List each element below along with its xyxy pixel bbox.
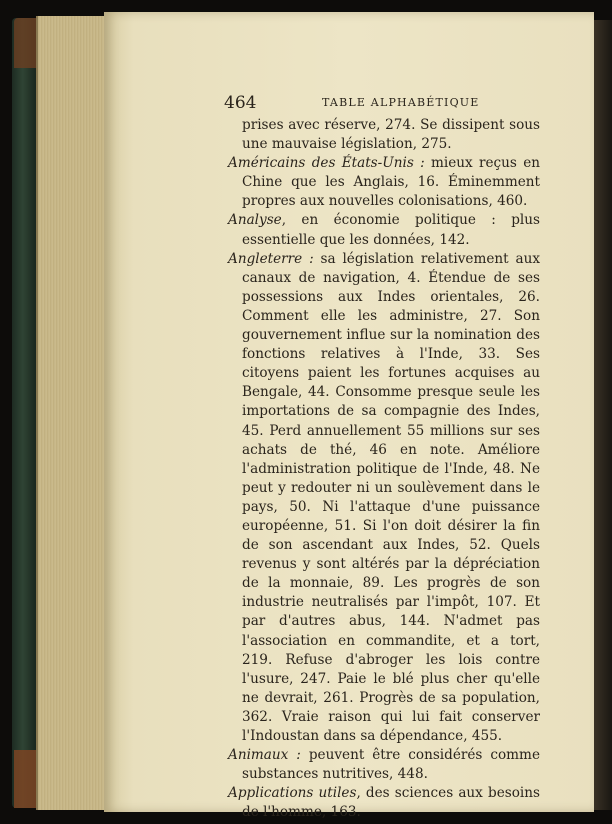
page-edges	[36, 16, 108, 810]
entry-term: Américains des États-Unis :	[228, 155, 425, 172]
index-text	[228, 116, 540, 822]
entry-text: , en économie politique : plus essentielle que les données, 142.	[242, 212, 540, 248]
index-entry	[228, 746, 540, 784]
book-spine	[12, 18, 36, 808]
index-entry	[228, 116, 540, 154]
index-entry	[228, 250, 540, 746]
entry-term: Applications utiles	[228, 785, 357, 802]
spine-wear-bottom	[14, 750, 38, 808]
entry-text: , des sciences aux besoins de l'homme, 163.	[242, 785, 540, 821]
entry-text: mieux reçus en Chine que les Anglais, 16. Éminemment propres aux nouvelles colonisations, 460.	[242, 155, 541, 210]
entry-text: prises avec réserve, 274. Se dissipent sous une mauvaise législation, 275.	[242, 117, 540, 153]
entry-text: peuvent être considérés comme substances nutritives, 448.	[242, 747, 540, 783]
index-entry	[228, 154, 540, 211]
running-title: TABLE ALPHABÉTIQUE	[322, 96, 480, 109]
entry-term: Animaux :	[228, 747, 301, 764]
index-entry	[228, 211, 540, 249]
page-header	[124, 93, 554, 113]
page-number: 464	[224, 93, 257, 113]
spine-wear-top	[14, 18, 38, 68]
index-entry	[228, 784, 540, 822]
entry-term: Analyse	[228, 212, 282, 229]
entry-text: sa législation relativement aux canaux de navigation, 4. Étendue de ses possessions aux Indes orientales, 26. Comment elle les administre, 27. Son gouvernement influe sur la nomination des fonctions relatives à l'Inde, 33. Ses citoyens paient les fortunes acquises au Bengale, 44. Consomme presque seule les importations de sa compagnie des Indes, 45. Perd annuellement 55 millions sur ses achats de thé, 46 en note. Améliore l'administration politique de l'Inde, 48. Ne peut y redouter ni un soulèvement dans le pays, 50. Ni l'attaque d'une puissance européenne, 51. Si l'on doit désirer la fin de son ascendant aux Indes, 52. Quels revenus y sont altérés par la dépréciation de la monnaie, 89. Les progrès de son industrie neutralisés par l'impôt, 107. Et par d'autres abus, 144. N'admet pas l'association en commandite, et a tort, 219. Refuse d'abroger les lois contre l'usure, 247. Paie le blé plus cher qu'elle ne devrait, 261. Progrès de sa population, 362. Vraie raison qui lui fait conserver l'Indoustan dans sa dépendance, 455.	[242, 250, 540, 744]
entry-term: Angleterre :	[228, 250, 314, 267]
right-shadow	[594, 20, 612, 810]
